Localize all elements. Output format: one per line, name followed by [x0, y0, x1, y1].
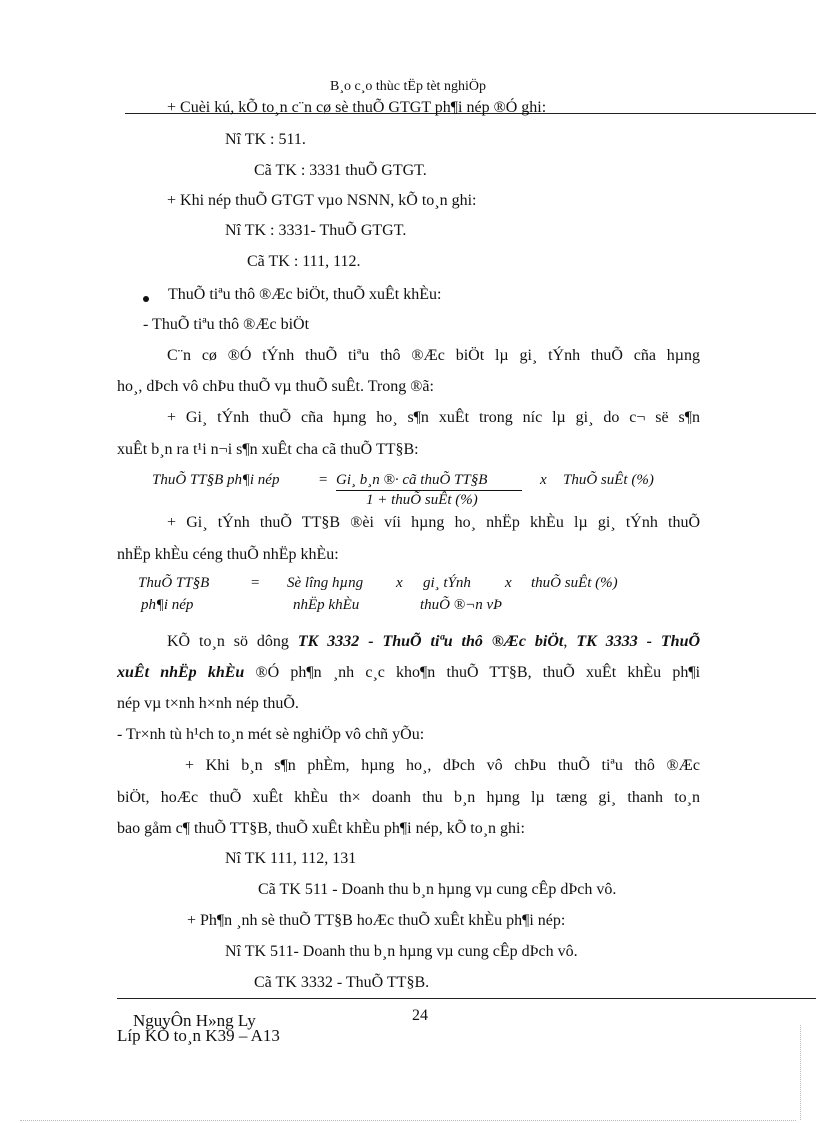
- page-bottom-border: [20, 1120, 796, 1121]
- text-line-mixed: [117, 664, 700, 682]
- text-line: + Gi¸ tÝnh thuÕ TT§B ®èi víi hµng ho¸ nhËp khÈu lµ gi¸ tÝnh thuÕ: [167, 514, 700, 531]
- formula2-rate: thuÕ suÊt (%): [531, 575, 618, 591]
- text-line: Cã TK 511 - Doanh thu b¸n hµng vµ cung cÊp dÞch vô.: [258, 881, 617, 898]
- text-line: nhËp khÈu céng thuÕ nhËp khÈu:: [117, 546, 339, 563]
- account-name-3333: TK 3333 - ThuÕ: [576, 633, 701, 650]
- text-line: Nî TK : 3331- ThuÕ GTGT.: [225, 222, 407, 239]
- text-span: ®Ó ph¶n ¸nh c¸c kho¶n thuÕ TT§B, thuÕ xuÊt khÈu ph¶i: [255, 664, 701, 681]
- author-class: Líp KÕ to¸n K39 – A13: [117, 1026, 280, 1045]
- formula2-tax-label: ThuÕ TT§B: [138, 575, 210, 591]
- formula2-equals: =: [250, 575, 261, 591]
- formula1-numerator: Gi¸ b¸n ®· cã thuÕ TT§B: [336, 472, 488, 488]
- text-line: Cã TK : 111, 112.: [247, 253, 361, 270]
- text-line: Cã TK 3332 - ThuÕ TT§B.: [254, 974, 430, 991]
- formula2-times-2: x: [505, 575, 512, 591]
- formula1-left: ThuÕ TT§B ph¶i nép: [152, 472, 280, 488]
- text-line: - Tr×nh tù h¹ch to¸n mét sè nghiÖp vô chñ yÕu:: [117, 726, 425, 743]
- text-line: bao gåm c¶ thuÕ TT§B, thuÕ xuÊt khÈu ph¶i nép, kÕ to¸n ghi:: [117, 820, 525, 837]
- formula2-tax-label-2: ph¶i nép: [141, 597, 194, 613]
- footer-rule: [117, 998, 816, 999]
- header-title: B¸o c¸o thùc tËp tèt nghiÖp: [330, 79, 486, 94]
- formula1-right: ThuÕ suÊt (%): [563, 472, 654, 488]
- text-line: nép vµ t×nh h×nh nép thuÕ.: [117, 695, 299, 712]
- text-line: + Ph¶n ¸nh sè thuÕ TT§B hoÆc thuÕ xuÊt khÈu ph¶i nép:: [187, 912, 566, 929]
- formula1-times: x: [540, 472, 547, 488]
- text-line: + Khi nép thuÕ GTGT vµo NSNN, kÕ to¸n ghi:: [167, 192, 477, 209]
- text-line: xuÊt b¸n ra t¹i n¬i s¶n xuÊt cha cã thuÕ TT§B:: [117, 441, 419, 458]
- formula1-equals: =: [318, 472, 329, 488]
- bullet-icon: [143, 296, 149, 302]
- text-line: Nî TK 111, 112, 131: [225, 850, 357, 867]
- text-line: ThuÕ tiªu thô ®Æc biÖt, thuÕ xuÊt khÈu:: [168, 286, 442, 303]
- text-line: Nî TK : 511.: [225, 131, 306, 148]
- formula2-price: gi¸ tÝnh: [423, 575, 471, 591]
- text-line: + Khi b¸n s¶n phÈm, hµng ho¸, dÞch vô chÞu thuÕ tiªu thô ®Æc: [185, 757, 700, 774]
- page-number: 24: [412, 1007, 428, 1024]
- text-line: + Cuèi kú, kÕ to¸n c¨n cø sè thuÕ GTGT ph¶i nép ®Ó ghi:: [167, 99, 547, 116]
- formula2-quantity: Sè lîng hµng: [287, 575, 364, 591]
- text-line: - ThuÕ tiªu thô ®Æc biÖt: [143, 316, 310, 333]
- account-name-3332: TK 3332 - ThuÕ tiªu thô ®Æc biÖt: [297, 633, 564, 650]
- text-line-mixed: [167, 633, 700, 651]
- account-name-3333-cont: xuÊt nhËp khÈu: [117, 664, 245, 681]
- text-line: biÖt, hoÆc thuÕ xuÊt khÈu th× doanh thu b¸n hµng lµ tæng gi¸ thanh to¸n: [117, 789, 700, 806]
- text-span: KÕ to¸n sö dông: [167, 633, 289, 650]
- author-name: NguyÔn H»ng Ly: [133, 1011, 256, 1030]
- text-line: + Gi¸ tÝnh thuÕ cña hµng ho¸ s¶n xuÊt trong níc lµ gi¸ do c¬ së s¶n: [167, 409, 700, 426]
- text-line: Nî TK 511- Doanh thu b¸n hµng vµ cung cÊp dÞch vô.: [225, 943, 578, 960]
- formula2-quantity-2: nhËp khÈu: [293, 597, 360, 613]
- formula2-times-1: x: [396, 575, 403, 591]
- page-edge-mark: [800, 1025, 802, 1120]
- text-line: ho¸, dÞch vô chÞu thuÕ vµ thuÕ suÊt. Trong ®ã:: [117, 378, 434, 395]
- text-line: Cã TK : 3331 thuÕ GTGT.: [254, 162, 427, 179]
- text-span: ,: [563, 633, 568, 650]
- formula2-price-2: thuÕ ®¬n vÞ: [420, 597, 503, 613]
- formula1-denominator: 1 + thuÕ suÊt (%): [366, 492, 478, 508]
- text-line: C¨n cø ®Ó tÝnh thuÕ tiªu thô ®Æc biÖt lµ gi¸ tÝnh thuÕ cña hµng: [167, 347, 700, 364]
- formula1-fraction-bar: [336, 490, 522, 491]
